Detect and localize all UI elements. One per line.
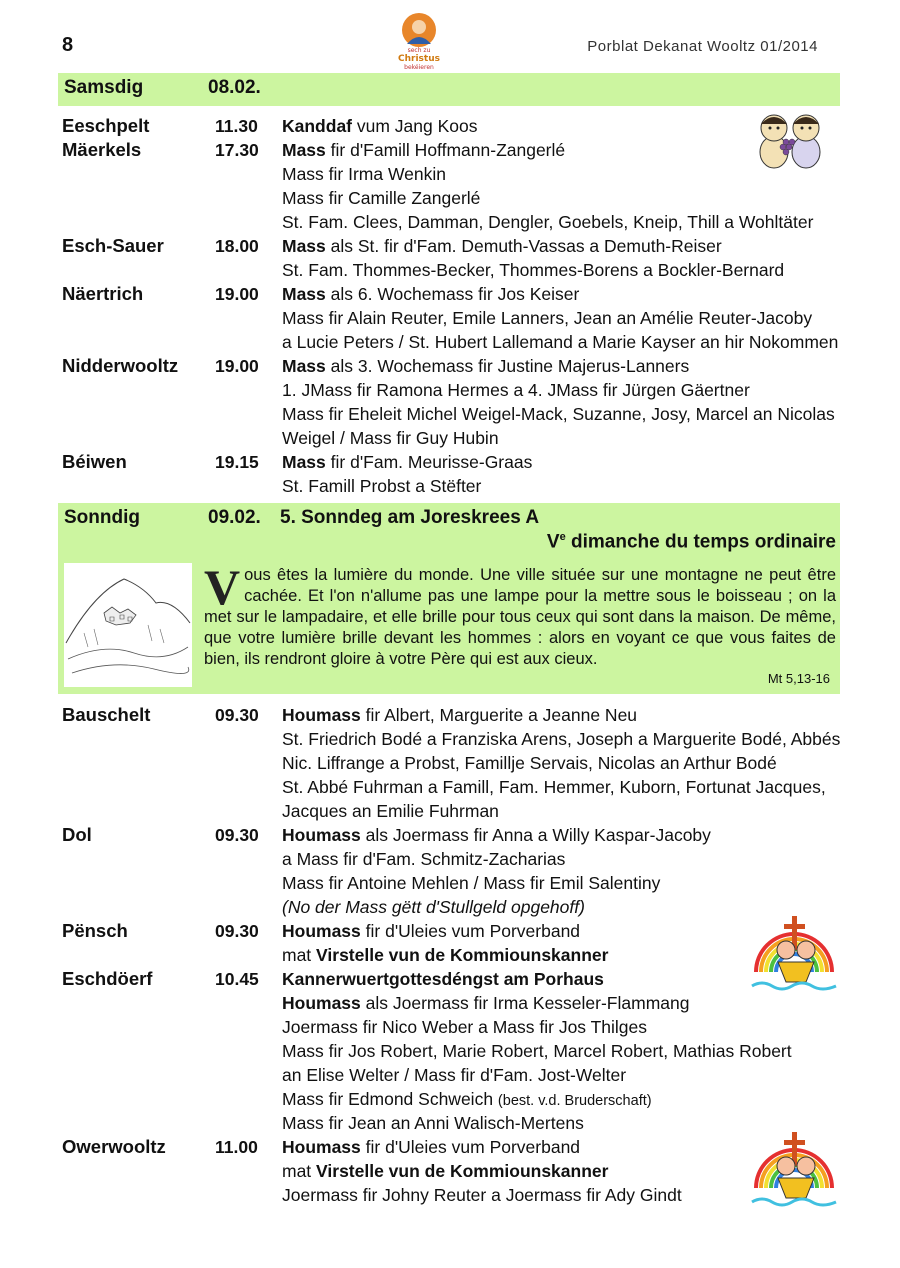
place-name: Nidderwooltz (62, 355, 179, 376)
entry-line: Houmass fir d'Uleies vum Porverband (282, 1137, 581, 1157)
communion-rainbow-icon (748, 906, 840, 992)
children-grapes-illustration (752, 108, 828, 172)
mass-time: 09.30 (215, 825, 259, 845)
place-name: Eeschpelt (62, 115, 150, 136)
entry-line: Mass fir d'Famill Hoffmann-Zangerlé (282, 140, 566, 160)
svg-text:sech zu: sech zu (407, 47, 431, 54)
place-name: Esch-Sauer (62, 235, 164, 256)
sunday-header (58, 503, 840, 557)
publication-title: Porblat Dekanat Wooltz 01/2014 (587, 38, 818, 55)
entry-line: Kannerwuertgottesdéngst am Porhaus (282, 969, 604, 989)
mass-time: 19.15 (215, 452, 259, 472)
svg-text:Christus: Christus (398, 54, 440, 64)
mass-time: 18.00 (215, 236, 259, 256)
place-name: Bauschelt (62, 704, 151, 725)
entry-line: Houmass als Joermass fir Anna a Willy Kaspar-Jacoby (282, 825, 711, 845)
place-name: Pënsch (62, 920, 128, 941)
hill-town-illustration (64, 563, 192, 687)
mass-time: 19.00 (215, 284, 259, 304)
page-number: 8 (62, 34, 74, 56)
mass-time: 11.00 (215, 1137, 258, 1157)
entry-line: Mass fir d'Fam. Meurisse-Graas (282, 452, 533, 472)
entry-line: Kanddaf vum Jang Koos (282, 116, 478, 136)
place-name: Näertrich (62, 283, 144, 304)
day-date: 09.02. (208, 507, 261, 528)
place-name: Dol (62, 824, 92, 845)
place-name: Béiwen (62, 451, 127, 472)
drop-cap: V (204, 559, 241, 615)
day-name: Samsdig (64, 77, 144, 98)
entry-line: Houmass fir d'Uleies vum Porverband (282, 921, 581, 941)
feast-title: 5. Sonndeg am Joreskrees A (280, 507, 540, 528)
place-name: Eschdöerf (62, 968, 153, 989)
gospel-quote: Vous êtes la lumière du monde. Une ville située sur une montagne ne peut être cachée. Et l'on n'allume pas une lampe pour la mettre sous le boisseau ; on la met sur le lampadaire, et elle brille pour tous ceux qui sont dans la maison. De même, que votre lumière brille devant les hommes : alors en voyant ce que vous faites de bien, ils rendront gloire à votre Père qui est aux cieux. (204, 559, 836, 668)
feast-title-french: Ve dimanche du temps ordinaire (546, 531, 836, 553)
bible-reference: Mt 5,13-16 (767, 671, 830, 686)
mass-time: 10.45 (215, 969, 259, 989)
entry-line: Mass als 3. Wochemass fir Justine Majerus-Lanners (282, 356, 690, 376)
place-name: Owerwooltz (62, 1136, 166, 1157)
day-date: 08.02. (208, 77, 261, 98)
place-name: Mäerkels (62, 139, 142, 160)
mass-time: 17.30 (215, 140, 259, 160)
day-name: Sonndig (64, 507, 140, 528)
entry-line: Houmass fir Albert, Marguerite a Jeanne Neu (282, 705, 638, 725)
gospel-quote-box (58, 557, 840, 694)
entry-line: Mass als 6. Wochemass fir Jos Keiser (282, 284, 580, 304)
mass-time: 09.30 (215, 705, 259, 725)
communion-rainbow-icon (748, 1122, 840, 1208)
mass-time: 19.00 (215, 356, 259, 376)
parish-logo (388, 10, 450, 72)
saturday-header (58, 73, 840, 106)
svg-text:bekéieren: bekéieren (404, 64, 434, 71)
entry-line: Mass als St. fir d'Fam. Demuth-Vassas a Demuth-Reiser (282, 236, 722, 256)
mass-time: 09.30 (215, 921, 259, 941)
mass-time: 11.30 (215, 116, 258, 136)
